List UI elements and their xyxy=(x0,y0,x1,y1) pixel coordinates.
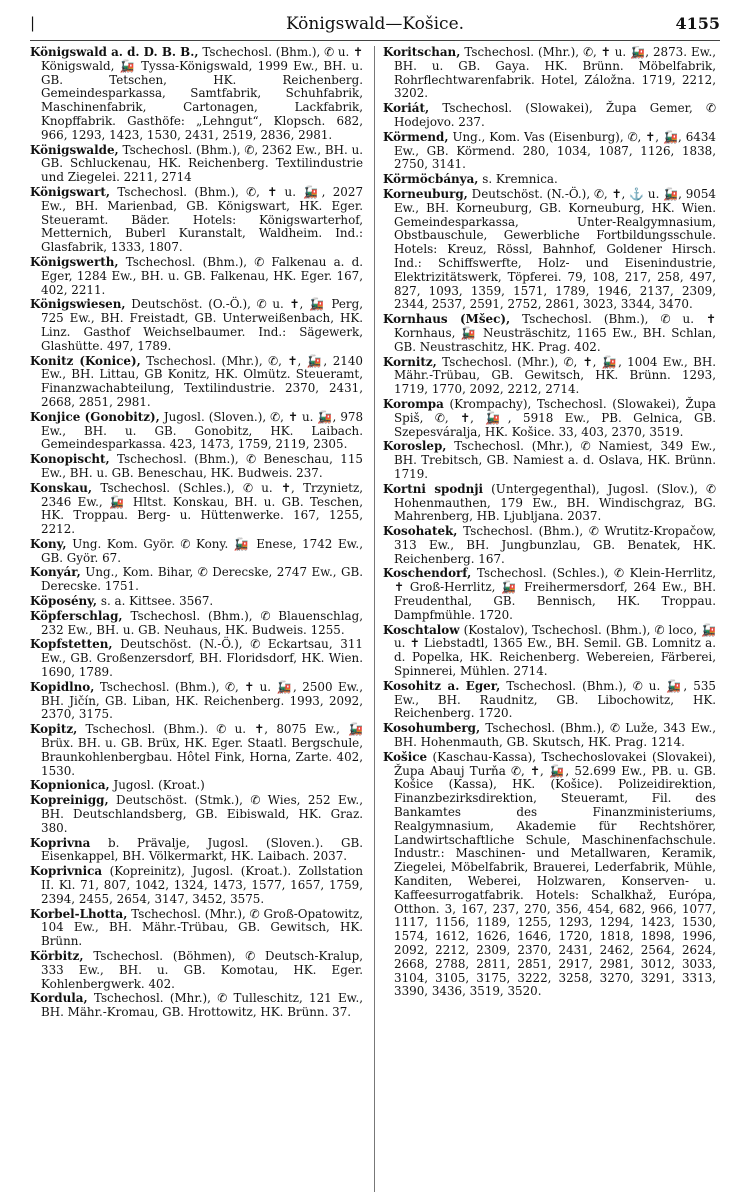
directory-entry xyxy=(30,595,363,609)
directory-entry xyxy=(30,538,363,566)
entry-headword: Kosohumberg, xyxy=(383,721,481,736)
directory-entry xyxy=(383,173,716,187)
directory-entry xyxy=(383,131,716,172)
directory-entry xyxy=(30,992,363,1020)
directory-entry xyxy=(30,46,363,143)
directory-entry xyxy=(383,525,716,566)
entry-headword: Korbel-Lhotta, xyxy=(30,906,128,921)
page-header xyxy=(30,10,720,38)
entry-text: Jugosl. (Sloven.), ✆, ✝ u. 🚂, 978 Ew., BH. u. GB. Gonobitz, HK. Laibach. Gemeindesparkassa. 423, 1473, 1759, 2119, 2305. xyxy=(41,409,363,452)
directory-entry xyxy=(30,794,363,835)
entry-text: Deutschöst. (N.-Ö.), ✆, ✝, ⚓ u. 🚂, 9054 Ew., BH. Korneuburg, GB. Korneuburg, HK. Wien. Gemeindesparkassa, Unter-Realgymnasium, Obstbauschule, Gewerbliche Fortbildungsschule. Hotels: Kreuz, Rössl, Bahnhof, Goldener Hirsch. Ind.: Schiffswerfte, Holz- und Eisenindustrie, Elektrizitätswerk, Töpferei. 79, 108, 217, 258, 497, 827, 1093, 1359, 1571, 1789, 1946, 2137, 2309, 2344, 2537, 2591, 2752, 2861, 3023, 3344, 3470. xyxy=(394,186,716,312)
directory-entry xyxy=(383,398,716,439)
entry-headword: Königswalde, xyxy=(30,142,119,157)
right-column xyxy=(383,46,716,1192)
directory-entry xyxy=(383,102,716,130)
directory-entry xyxy=(30,837,363,865)
entry-headword: Körmend, xyxy=(383,129,449,144)
entry-headword: Köposény, xyxy=(30,594,98,609)
entry-headword: Konjice (Gonobitz), xyxy=(30,409,160,424)
directory-entry xyxy=(383,440,716,481)
entry-text: Tschechosl. (Bhm.), ✆ Wrutitz-Kropačow, 313 Ew., BH. Jungbunzlau, GB. Benatek, HK. Reichenberg. 167. xyxy=(394,524,716,566)
entry-text: Ung., Kom. Bihar, ✆ Derecske, 2747 Ew., GB. Derecske. 1751. xyxy=(41,565,363,594)
directory-entry xyxy=(30,186,363,255)
entry-headword: Köpferschlag, xyxy=(30,608,123,623)
directory-entry xyxy=(30,865,363,906)
entry-text: Ung., Kom. Vas (Eisenburg), ✆, ✝, 🚂, 6434 Ew., GB. Körmend. 280, 1034, 1087, 1126, 1838, 2750, 3141. xyxy=(394,129,716,172)
directory-entry xyxy=(30,638,363,679)
directory-entry xyxy=(30,681,363,722)
entry-headword: Koroslep, xyxy=(383,439,447,454)
entry-text: Tschechosl. (Bhm.), ✆, ✝ u. 🚂, 2027 Ew., BH. Marienbad, GB. Königswart, HK. Eger. Steueramt. Bäder. Hotels: Königswarterhof, Metternich, Buberl Kuranstalt, Waldheim. Ind.: Glasfabrik, 1333, 1807. xyxy=(41,184,363,255)
entry-headword: Kopreinigg, xyxy=(30,793,109,808)
directory-entry xyxy=(383,46,716,101)
entry-text: s. a. Kittsee. 3567. xyxy=(100,594,214,609)
directory-entry xyxy=(30,950,363,991)
entry-headword: Königswart, xyxy=(30,184,111,199)
entry-text: Tschechosl. (Bhm.), ✆ u. ✝ Königswald, 🚂 Tyssa-Königswald, 1999 Ew., BH. u. GB. Tetschen, HK. Reichenberg. Gemeindesparkassa, Samtfabrik, Schuhfabrik, Maschinenfabrik, Cartonagen, Lackfabrik, Knopffabrik. Gasthöfe: „Lehngut“, Klopsch. 682, 966, 1293, 1423, 1530, 2431, 2519, 2836, 2981. xyxy=(41,46,363,142)
entry-headword: Kopnionica, xyxy=(30,778,110,793)
entry-text: b. Prävalje, Jugosl. (Sloven.). GB. Eisenkappel, BH. Völkermarkt, HK. Laibach. 2037. xyxy=(41,835,363,864)
directory-entry xyxy=(383,313,716,354)
entry-text: Tschechosl. (Bhm.), ✆, ✝ u. 🚂, 2500 Ew., BH. Jičín, GB. Liban, HK. Reichenberg. 1993, 2092, 2370, 3175. xyxy=(41,679,363,722)
entry-headword: Koprivnica xyxy=(30,864,103,879)
entry-headword: Konopischt, xyxy=(30,452,110,467)
entry-headword: Kordula, xyxy=(30,991,88,1006)
entry-text: Tschechosl. (Böhmen), ✆ Deutsch-Kralup, 333 Ew., BH. u. GB. Komotau, HK. Eger. Kohlenbergwerk. 402. xyxy=(41,949,363,991)
entry-headword: Koschtalow xyxy=(383,622,460,637)
entry-text: Tschechosl. (Schles.), ✆ Klein-Herrlitz, ✝ Groß-Herrlitz, 🚂 Freihermersdorf, 264 Ew., BH. Freudenthal, GB. Bennisch, HK. Troppau. Dampfmühle. 1720. xyxy=(394,566,716,622)
entry-text: Tschechosl. (Bhm.), ✆ u. 🚂, 535 Ew., BH. Raudnitz, GB. Libochowitz, HK. Reichenberg. 1720. xyxy=(394,678,716,721)
entry-text: (Kaschau-Kassa), Tschechoslovakei (Slovakei), Župa Abauj Turňa ✆, ✝, 🚂, 52.699 Ew., PB. u. GB. Košice (Kassa), HK. (Košice). Polizeidirektion, Finanzbezirksdirektion, Steueramt, Fil. des Bankamtes des Finanzministeriums, Realgymnasium, Akademie für Rechtshörer, Landwirtschaftliche Schule, Maschinenfachschule. Industr.: Maschinen- und Metallwaren, Keramik, Ziegelei, Möbelfabrik, Brauerei, Lederfabrik, Mühle, Kanditen, Weberei, Holzwaren, Konserven- u. Kaffeesurrogatfabrik. Hotels: Schalkhaž, Európa, Otthon. 3, 167, 237, 270, 356, 454, 682, 966, 1077, 1117, 1156, 1189, 1255, 1293, 1294, 1423, 1530, 1574, 1612, 1626, 1646, 1720, 1818, 1898, 1996, 2092, 2212, 2309, 2370, 2431, 2462, 2564, 2624, 2668, 2788, 2811, 2851, 2917, 2981, 3012, 3033, 3104, 3105, 3175, 3222, 3258, 3270, 3291, 3313, 3390, 3436, 3519, 3520. xyxy=(394,749,716,999)
directory-entry xyxy=(30,453,363,481)
entry-text: Tschechosl. (Bhm.), ✆ u. ✝ Kornhaus, 🚂 Neusträschitz, 1165 Ew., BH. Schlan, GB. Neustraschitz, HK. Prag. 402. xyxy=(394,312,716,354)
entry-headword: Koritschan, xyxy=(383,46,461,59)
entry-headword: Koschendorf, xyxy=(383,566,472,581)
entry-text: s. Kremnica. xyxy=(482,172,558,187)
header-margin-mark: | xyxy=(30,14,36,32)
entry-headword: Koprivna xyxy=(30,835,91,850)
directory-entry xyxy=(383,751,716,999)
directory-entry xyxy=(383,356,716,397)
entry-text: Tschechosl. (Mhr.), ✆, ✝, 🚂, 1004 Ew., BH. Mähr.-Trübau, GB. Gewitsch, HK. Brünn. 1293, 1719, 1770, 2092, 2212, 2714. xyxy=(394,354,716,397)
entry-headword: Königswald a. d. D. B. B., xyxy=(30,46,199,59)
directory-entry xyxy=(383,624,716,679)
directory-entry xyxy=(30,610,363,638)
entry-headword: Kortni spodnji xyxy=(383,481,484,496)
directory-entry xyxy=(383,188,716,312)
entry-text: (Krompachy), Tschechosl. (Slowakei), Župa Spiš, ✆, ✝, 🚂, 5918 Ew., PB. Gelnica, GB. Szepesváralja, HK. Košice. 33, 403, 2370, 3519. xyxy=(394,396,716,439)
entry-headword: Korneuburg, xyxy=(383,186,468,201)
page-number: 4155 xyxy=(675,14,720,33)
entry-text: (Kostalov), Tschechosl. (Bhm.), ✆ loco, 🚂 u. ✝ Liebstadtl, 1365 Ew., BH. Semil. GB. Lomnitz a. d. Popelka, HK. Reichenberg. Webereien, Färberei, Spinnerei, Mühlen. 2714. xyxy=(394,622,716,679)
entry-text: (Kopreinitz), Jugosl. (Kroat.). Zollstation II. Kl. 71, 807, 1042, 1324, 1473, 1577, 1657, 1759, 2394, 2455, 2654, 3147, 3452, 3575. xyxy=(41,864,363,906)
entry-headword: Kopidlno, xyxy=(30,679,95,694)
entry-text: Deutschöst. (Stmk.), ✆ Wies, 252 Ew., BH. Deutschlandsberg, GB. Eibiswald, HK. Graz. 380. xyxy=(41,793,363,835)
entry-headword: Konitz (Konice), xyxy=(30,353,141,368)
directory-entry xyxy=(383,567,716,622)
directory-entry xyxy=(30,298,363,353)
directory-entry xyxy=(383,483,716,524)
directory-entry xyxy=(30,566,363,594)
entry-text: Tschechosl. (Mhr.), ✆ Groß-Opatowitz, 104 Ew., BH. Mähr.-Trübau, GB. Gewitsch, HK. Brünn. xyxy=(41,906,363,949)
entry-headword: Königswerth, xyxy=(30,254,119,269)
entry-headword: Körbitz, xyxy=(30,949,84,963)
directory-entry xyxy=(30,779,363,793)
directory-entry xyxy=(30,482,363,537)
entry-text: Tschechosl. (Bhm.), ✆ Falkenau a. d. Eger, 1284 Ew., BH. u. GB. Falkenau, HK. Eger. 167, 402, 2211. xyxy=(41,254,363,297)
left-column xyxy=(30,46,363,1192)
entry-headword: Kosohitz a. Eger, xyxy=(383,678,501,693)
entry-text: Tschechosl. (Mhr.), ✆, ✝, 🚂, 2140 Ew., BH. Littau, GB Konitz, HK. Olmütz. Steueramt, Finanzwachabteilung, Textilindustrie. 2370, 2431, 2668, 2851, 2981. xyxy=(41,353,363,409)
entry-text: Tschechosl. (Bhm.), ✆ Luže, 343 Ew., BH. Hohenmauth, GB. Skutsch, HK. Prag. 1214. xyxy=(394,721,716,750)
entry-text: Tschechosl. (Bhm.), ✆ Blauenschlag, 232 Ew., BH. u. GB. Neuhaus, HK. Budweis. 1255. xyxy=(41,608,363,637)
entry-text: Deutschöst. (N.-Ö.), ✆ Eckartsau, 311 Ew., GB. Großenzersdorf, BH. Floridsdorf, HK. Wien. 1690, 1789. xyxy=(41,637,363,680)
entry-headword: Königswiesen, xyxy=(30,297,126,312)
entry-text: Ung. Kom. Györ. ✆ Kony. 🚂 Enese, 1742 Ew., GB. Györ. 67. xyxy=(41,536,363,565)
entry-headword: Kornitz, xyxy=(383,354,437,369)
entry-text: Tschechosl. (Bhm.). ✆ u. ✝, 8075 Ew., 🚂 Brüx. BH. u. GB. Brüx, HK. Eger. Staatl. Bergschule, Braunkohlenbergbau. Hôtel Fink, Horna, Zarte. 402, 1530. xyxy=(41,722,363,778)
directory-entry xyxy=(30,411,363,452)
directory-entry xyxy=(30,144,363,185)
entry-text: Tschechosl. (Mhr.), ✆ Namiest, 349 Ew., BH. Trebitsch, GB. Namiest a. d. Oslava, HK. Brünn. 1719. xyxy=(394,439,716,481)
entry-headword: Körmöcbánya, xyxy=(383,172,479,187)
entry-headword: Konskau, xyxy=(30,480,93,495)
directory-entry xyxy=(30,256,363,297)
entry-text: Deutschöst. (O.-Ö.), ✆ u. ✝, 🚂 Perg, 725 Ew., BH. Freistadt, GB. Unterweißenbach, HK. Linz. Gasthof Weichselbaumer. Ind.: Sägewerk, Glashütte. 497, 1789. xyxy=(41,297,363,353)
entry-text: Tschechosl. (Bhm.), ✆, 2362 Ew., BH. u. GB. Schluckenau, HK. Reichenberg. Textilindustrie und Ziegelei. 2211, 2714 xyxy=(41,142,363,185)
entry-text: Tschechosl. (Schles.), ✆ u. ✝, Trzynietz, 2346 Ew., 🚂 Hltst. Konskau, BH. u. GB. Teschen, HK. Troppau. Berg- u. Hüttenwerke. 167, 1255, 2212. xyxy=(41,480,363,537)
directory-entry xyxy=(30,355,363,410)
entry-text: Tschechosl. (Bhm.), ✆ Beneschau, 115 Ew., BH. u. GB. Beneschau, HK. Budweis. 237. xyxy=(41,452,363,480)
entry-text: (Untergegenthal), Jugosl. (Slov.), ✆ Hohenmauthen, 179 Ew., BH. Windischgraz, BG. Mahrenberg, HB. Ljubljana. 2037. xyxy=(394,481,716,524)
entry-headword: Kosohatek, xyxy=(383,524,458,539)
column-divider xyxy=(374,46,375,1192)
directory-entry xyxy=(30,723,363,778)
entry-headword: Korompa xyxy=(383,396,444,411)
directory-entry xyxy=(383,680,716,721)
entry-headword: Konyár, xyxy=(30,565,81,580)
entry-headword: Kopitz, xyxy=(30,722,78,737)
entry-text: Tschechosl. (Mhr.), ✆ Tulleschitz, 121 Ew., BH. Mähr.-Kromau, GB. Hrottowitz, HK. Brünn. 37. xyxy=(41,991,363,1020)
entry-text: Jugosl. (Kroat.) xyxy=(113,778,205,793)
entry-text: Tschechosl. (Mhr.), ✆, ✝ u. 🚂, 2873. Ew., BH. u. GB. Gaya. HK. Brünn. Möbelfabrik, Rohrflechtwarenfabrik. Hotel, Záložna. 1719, 2212, 3202. xyxy=(394,46,716,101)
entry-text: Tschechosl. (Slowakei), Župa Gemer, ✆ Hodejovo. 237. xyxy=(394,101,716,129)
entry-headword: Kornhaus (Mšec), xyxy=(383,312,511,327)
header-rule xyxy=(30,40,720,41)
directory-entry xyxy=(383,722,716,750)
entry-headword: Koriát, xyxy=(383,101,430,116)
page-title: Königswald—Košice. xyxy=(285,14,465,34)
entry-headword: Košice xyxy=(383,749,428,764)
entry-headword: Kony, xyxy=(30,536,67,551)
entry-headword: Kopfstetten, xyxy=(30,637,113,652)
directory-entry xyxy=(30,908,363,949)
